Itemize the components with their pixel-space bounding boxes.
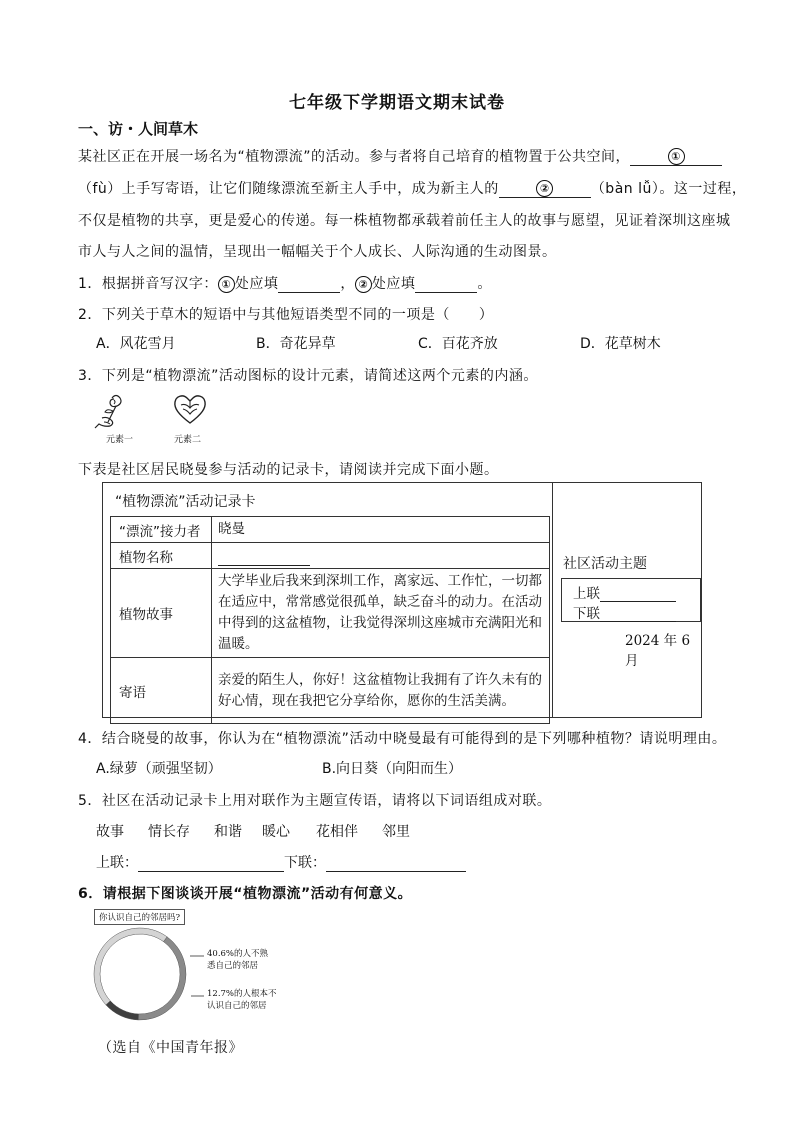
circle-number-2: ② bbox=[355, 276, 372, 293]
note-1-line-1: 40.6%的人不熟 bbox=[207, 949, 269, 959]
passage-text: （bàn lǚ）。这一过程， bbox=[590, 181, 747, 197]
couplet-answer-line bbox=[96, 852, 466, 872]
passage-text: 某社区正在开展一场名为“植物漂流”的活动。参与者将自己培育的植物置于公共空间， bbox=[78, 149, 631, 165]
q2-option-b[interactable]: B．奇花异草 bbox=[256, 336, 336, 352]
ring-slice-1 bbox=[138, 937, 186, 1020]
question-6: 6．请根据下图谈谈开展“植物漂流”活动有何意义。 bbox=[78, 886, 413, 902]
question-1 bbox=[78, 273, 492, 293]
table-row bbox=[111, 517, 550, 543]
q1-blank-2[interactable] bbox=[415, 292, 477, 293]
q1-text: 处应填 bbox=[234, 276, 279, 292]
q4-option-b[interactable]: B.向日葵（向阳而生） bbox=[322, 761, 463, 777]
word-3: 和谐 bbox=[214, 824, 242, 840]
word-1: 故事 bbox=[96, 824, 124, 840]
table-row bbox=[111, 569, 550, 658]
chart-note-1 bbox=[207, 948, 268, 972]
q2-option-d[interactable]: D．花草树木 bbox=[580, 336, 661, 352]
note-1-line-2: 悉自己的邻居 bbox=[207, 961, 259, 971]
passage-line-1 bbox=[78, 146, 722, 166]
row-value: 大学毕业后我来到深圳工作，离家远、工作忙，一切都在适应中，常常感觉很孤单，缺乏奋斗的动力。在活动中得到的这盆植物，让我觉得深圳这座城市充满阳光和温暖。 bbox=[212, 569, 550, 658]
page-title: 七年级下学期语文期末试卷 bbox=[289, 93, 505, 113]
note-2-line-2: 认识自己的邻居 bbox=[207, 1001, 267, 1011]
q2-option-c[interactable]: C．百花齐放 bbox=[418, 336, 498, 352]
q4-option-a[interactable]: A.绿萝（顽强坚韧） bbox=[96, 761, 222, 777]
q1-text: 处应填 bbox=[371, 276, 416, 292]
word-5: 花相伴 bbox=[316, 824, 358, 840]
ring-slice-3 bbox=[94, 928, 167, 1005]
chart-source: （选自《中国青年报》 bbox=[98, 1040, 243, 1056]
element-1-caption: 元素一 bbox=[106, 435, 134, 445]
upper-blank[interactable] bbox=[600, 587, 676, 602]
table-row bbox=[111, 543, 550, 569]
table-row bbox=[111, 658, 550, 724]
record-table bbox=[110, 516, 550, 724]
passage-line-2 bbox=[78, 178, 746, 198]
couplet-box bbox=[561, 578, 701, 622]
lower-blank[interactable] bbox=[600, 607, 676, 622]
plant-name-cell[interactable] bbox=[212, 543, 550, 569]
circle-number-2: ② bbox=[536, 180, 553, 197]
heart-hands-icon bbox=[172, 392, 208, 426]
upper-answer-label: 上联： bbox=[96, 855, 138, 871]
card-intro: 下表是社区居民晓曼参与活动的记录卡，请阅读并完成下面小题。 bbox=[78, 462, 499, 478]
chart-title: 你认识自己的邻居吗? bbox=[94, 909, 185, 925]
question-3: 3．下列是“植物漂流”活动图标的设计元素，请简述这两个元素的内涵。 bbox=[78, 368, 538, 384]
chart-note-2 bbox=[207, 988, 277, 1012]
question-4: 4．结合晓曼的故事，你认为在“植物漂流”活动中晓曼最有可能得到的是下列哪种植物？请说明理由。 bbox=[78, 731, 727, 747]
lower-answer-label: 下联： bbox=[284, 855, 326, 871]
card-divider bbox=[552, 483, 553, 717]
upper-couplet bbox=[573, 582, 676, 602]
note-2-line-1: 12.7%的人根本不 bbox=[207, 989, 277, 999]
upper-answer-blank[interactable] bbox=[138, 871, 284, 872]
rose-hand-icon bbox=[92, 392, 134, 430]
row-value: 晓曼 bbox=[212, 517, 550, 543]
card-date: 2024 年 6 月 bbox=[625, 633, 691, 669]
row-key: 寄语 bbox=[111, 658, 212, 724]
blank-2[interactable] bbox=[499, 180, 591, 198]
row-key: 植物故事 bbox=[111, 569, 212, 658]
question-5: 5．社区在活动记录卡上用对联作为主题宣传语，请将以下词语组成对联。 bbox=[78, 793, 552, 809]
ring-slice-2 bbox=[106, 1001, 139, 1020]
row-value: 亲爱的陌生人，你好！这盆植物让我拥有了许久未有的好心情，现在我把它分享给你，愿你的生活美满。 bbox=[212, 658, 550, 724]
lower-answer-blank[interactable] bbox=[326, 871, 466, 872]
q1-stem: 1．根据拼音写汉字： bbox=[78, 276, 218, 292]
q2-option-a[interactable]: A．风花雪月 bbox=[96, 336, 176, 352]
row-key: 植物名称 bbox=[111, 543, 212, 569]
lower-label: 下联 bbox=[573, 606, 600, 622]
upper-label: 上联 bbox=[573, 586, 600, 602]
q1-blank-1[interactable] bbox=[278, 292, 340, 293]
circle-number-1: ① bbox=[218, 276, 235, 293]
section-heading: 一、访・人间草木 bbox=[78, 120, 199, 138]
neighbor-ring-chart bbox=[90, 924, 310, 1034]
word-6: 邻里 bbox=[382, 824, 410, 840]
passage-line-4: 市人与人之间的温情，呈现出一幅幅关于个人成长、人际沟通的生动图景。 bbox=[78, 244, 557, 260]
q1-end: 。 bbox=[477, 276, 492, 292]
word-2: 情长存 bbox=[148, 824, 190, 840]
q1-sep: ， bbox=[340, 276, 355, 292]
passage-line-3: 不仅是植物的共享，更是爱心的传递。每一株植物都承载着前任主人的故事与愿望，见证着深圳这座城 bbox=[78, 213, 731, 229]
question-2: 2．下列关于草木的短语中与其他短语类型不同的一项是（ ） bbox=[78, 307, 494, 323]
blank-1[interactable] bbox=[630, 148, 722, 166]
card-title: “植物漂流”活动记录卡 bbox=[115, 494, 256, 510]
row-key: “漂流”接力者 bbox=[111, 517, 212, 543]
record-card bbox=[102, 482, 702, 718]
circle-number-1: ① bbox=[668, 148, 685, 165]
passage-text: （fù）上手写寄语，让它们随缘漂流至新主人手中，成为新主人的 bbox=[78, 181, 499, 197]
lower-couplet bbox=[573, 602, 676, 622]
element-2-caption: 元素二 bbox=[174, 435, 202, 445]
plant-name-blank[interactable] bbox=[218, 550, 310, 566]
theme-label: 社区活动主题 bbox=[563, 556, 647, 572]
word-4: 暖心 bbox=[262, 824, 290, 840]
